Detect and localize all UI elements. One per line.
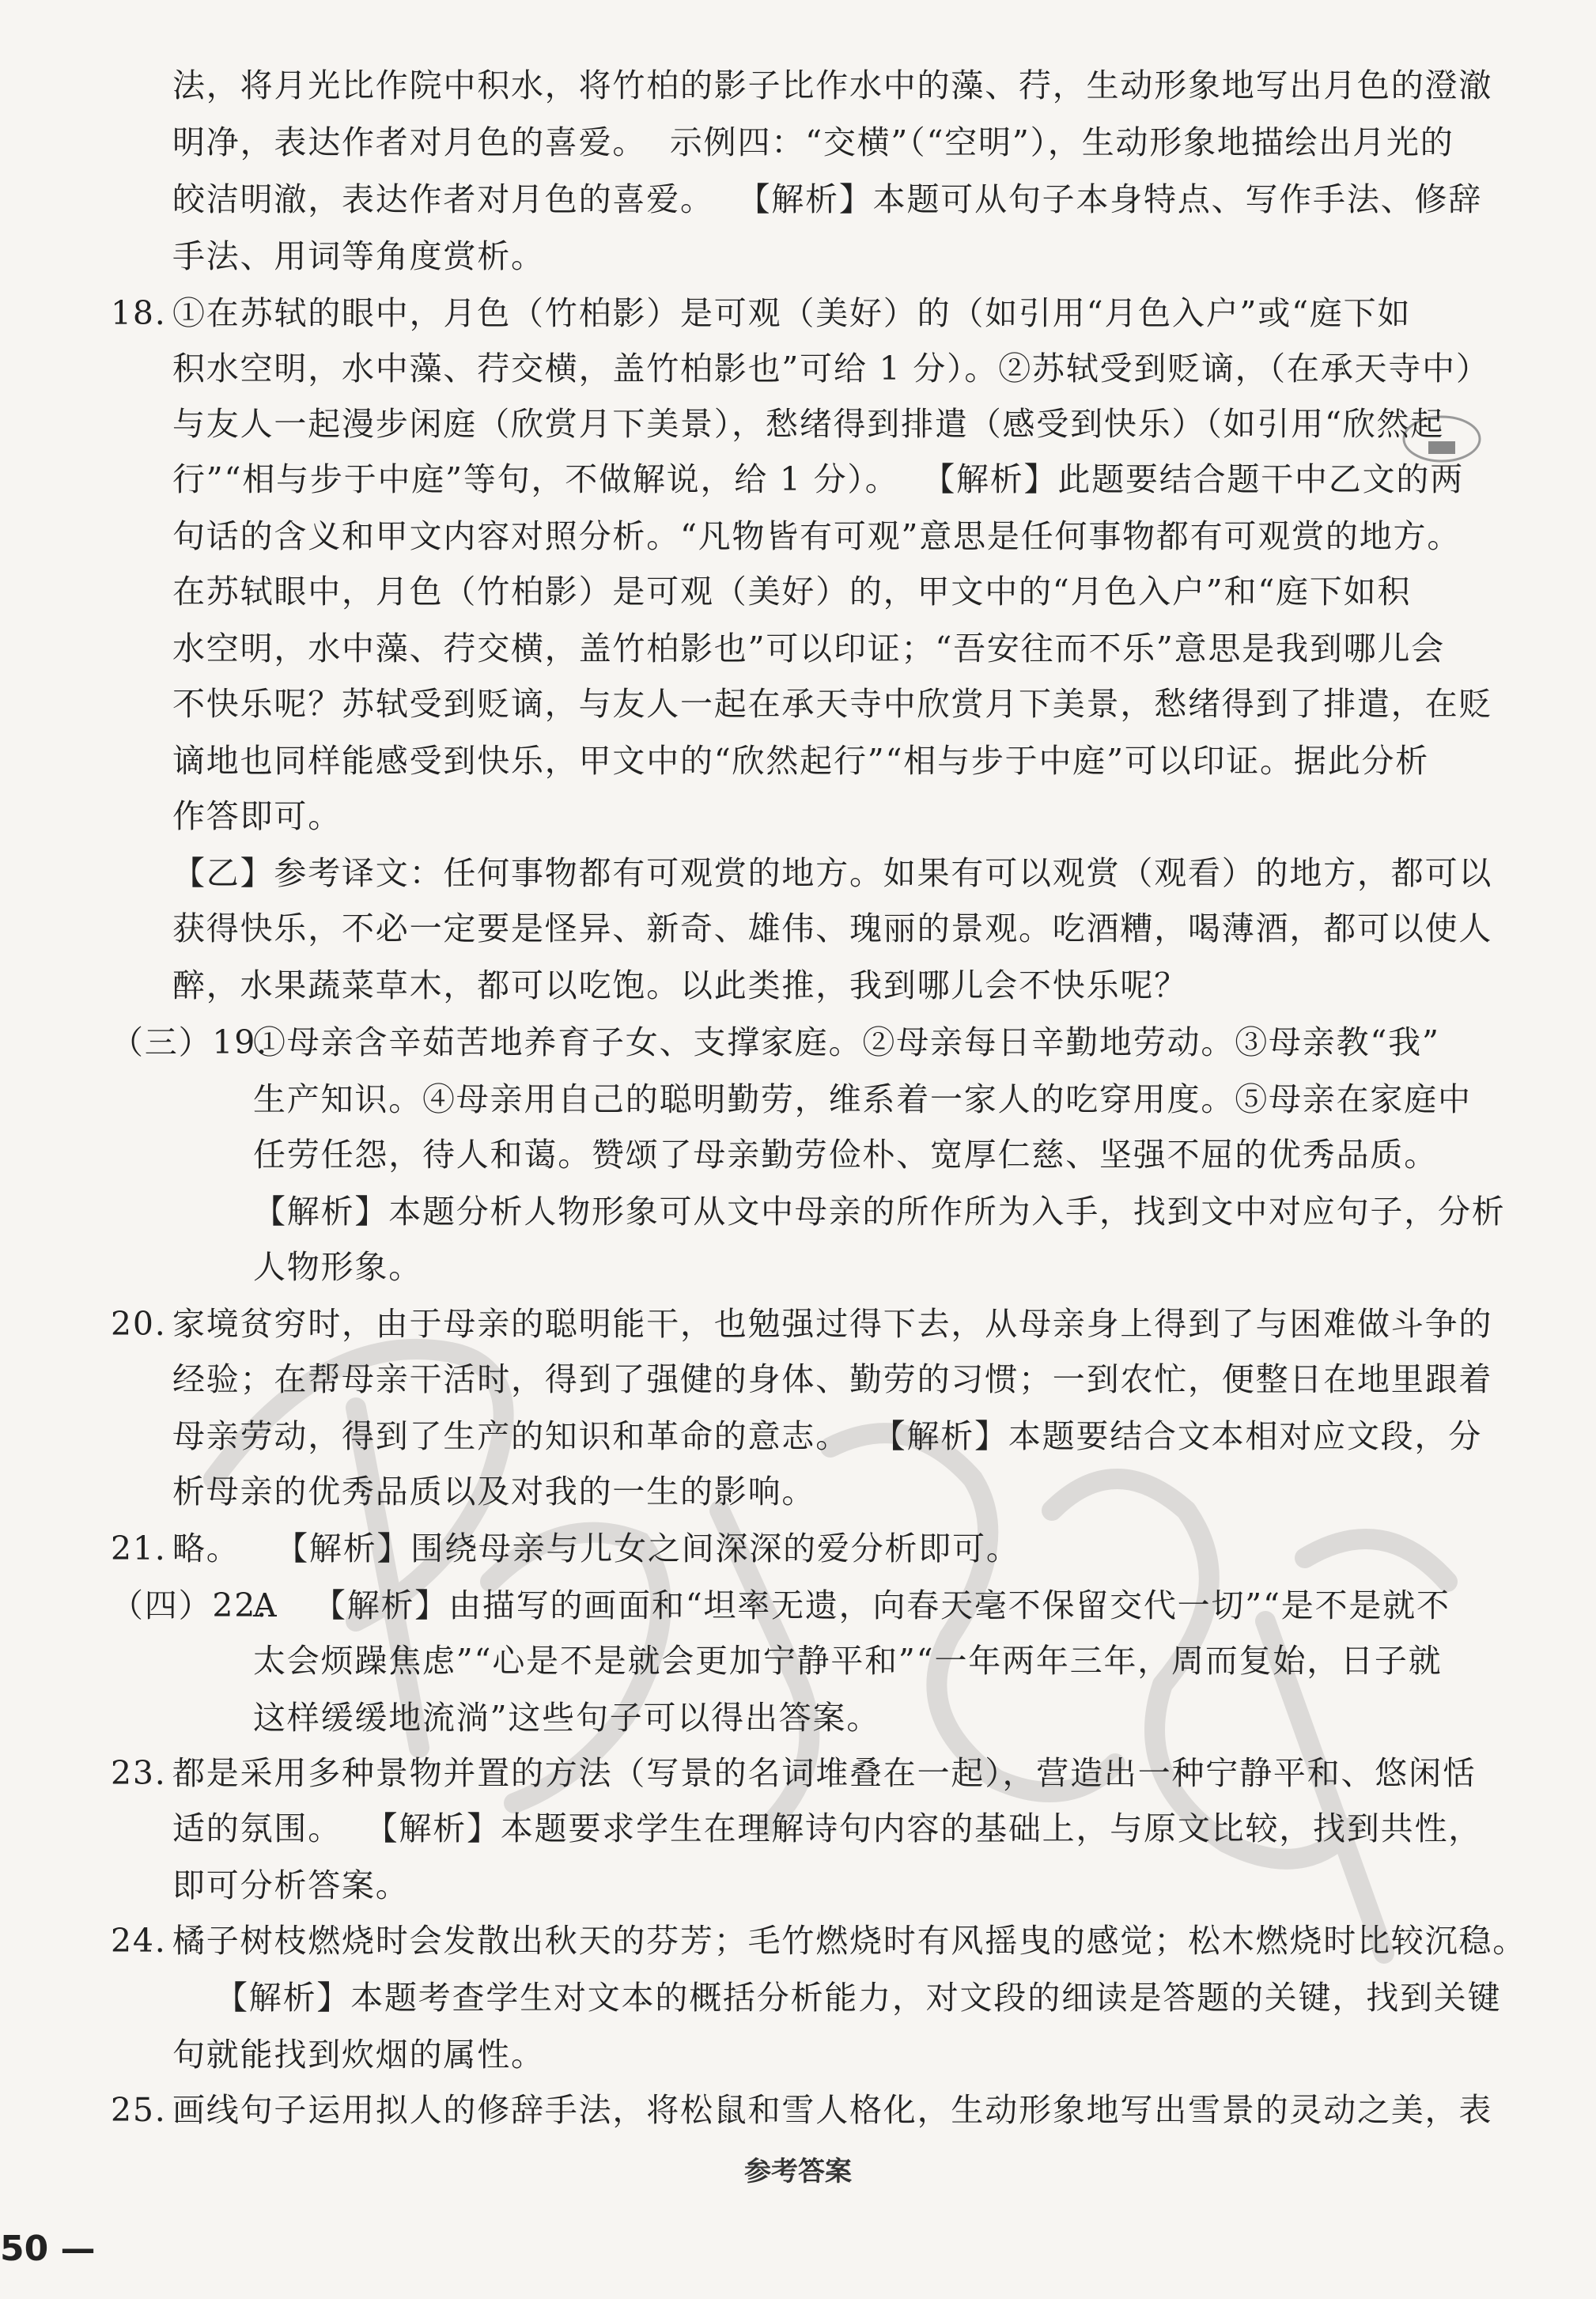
text-line: 经验；在帮母亲干活时，得到了强健的身体、勤劳的习惯；一到农忙，便整日在地里跟着	[172, 1360, 1493, 1398]
text-line: 析母亲的优秀品质以及对我的一生的影响。	[172, 1473, 816, 1511]
text-line: 句就能找到炊烟的属性。	[172, 2036, 545, 2074]
text-line: ①母亲含辛茹苦地养育子女、支撑家庭。②母亲每日辛勤地劳动。③母亲教“我”	[253, 1023, 1440, 1061]
text-line: 画线句子运用拟人的修辞手法，将松鼠和雪人格化，生动形象地写出雪景的灵动之美，表	[172, 2091, 1493, 2129]
text-line: 作答即可。	[172, 797, 342, 835]
text-line: 醉，水果蔬菜草木，都可以吃饱。以此类推，我到哪儿会不快乐呢？	[172, 966, 1188, 1004]
text-line: 谪地也同样能感受到快乐，甲文中的“欣然起行”“相与步于中庭”可以印证。据此分析	[172, 742, 1430, 780]
question-number: （四）22.	[111, 1586, 269, 1624]
question-number: 20.	[111, 1305, 167, 1343]
text-line: 生产知识。④母亲用自己的聪明勤劳，维系着一家人的吃穿用度。⑤母亲在家庭中	[253, 1080, 1472, 1118]
footer-title: 参考答案	[744, 2156, 852, 2187]
text-line: 家境贫穷时，由于母亲的聪明能干，也勉强过得下去，从母亲身上得到了与困难做斗争的	[172, 1305, 1493, 1343]
text-line: 略。 【解析】围绕母亲与儿女之间深深的爱分析即可。	[172, 1530, 1020, 1567]
text-line: 适的氛围。 【解析】本题要求学生在理解诗句内容的基础上，与原文比较，找到共性，	[172, 1809, 1483, 1847]
text-line: 任劳任怨，待人和蔼。赞颂了母亲勤劳俭朴、宽厚仁慈、坚强不屈的优秀品质。	[253, 1136, 1438, 1174]
text-line: 与友人一起漫步闲庭（欣赏月下美景），愁绪得到排遣（感受到快乐）（如引用“欣然起	[172, 405, 1445, 443]
question-number: 21.	[111, 1530, 167, 1567]
question-number: （三）19.	[111, 1023, 269, 1061]
text-line: 皎洁明澈，表达作者对月色的喜爱。 【解析】本题可从句子本身特点、写作手法、修辞	[172, 180, 1483, 218]
text-line: 不快乐呢？苏轼受到贬谪，与友人一起在承天寺中欣赏月下美景，愁绪得到了排遣，在贬	[172, 685, 1493, 723]
text-line: 【解析】本题分析人物形象可从文中母亲的所作所为入手，找到文中对应句子，分析	[253, 1193, 1506, 1231]
question-number: 24.	[111, 1922, 167, 1960]
text-line: 即可分析答案。	[172, 1866, 410, 1904]
text-line: 积水空明，水中藻、荇交横，盖竹柏影也”可给 1 分）。②苏轼受到贬谪，（在承天寺中）	[172, 350, 1490, 388]
text-line: ①在苏轼的眼中，月色（竹柏影）是可观（美好）的（如引用“月色入户”或“庭下如	[172, 294, 1412, 332]
question-number: 25.	[111, 2091, 167, 2129]
text-line: 【乙】参考译文：任何事物都有可观赏的地方。如果有可以观赏（观看）的地方，都可以	[172, 854, 1493, 892]
text-line: 这样缓缓地流淌”这些句子可以得出答案。	[253, 1699, 881, 1737]
question-number: 18.	[111, 294, 167, 332]
text-line: 水空明，水中藻、荇交横，盖竹柏影也”可以印证；“吾安往而不乐”意思是我到哪儿会	[172, 630, 1446, 667]
text-line: 明净，表达作者对月色的喜爱。 示例四：“交横”（“空明”），生动形象地描绘出月光的	[172, 123, 1454, 161]
text-line: 手法、用词等角度赏析。	[172, 237, 545, 275]
question-number: 23.	[111, 1754, 167, 1792]
text-line: 母亲劳动，得到了生产的知识和革命的意志。 【解析】本题要结合文本相对应文段，分	[172, 1417, 1483, 1455]
text-line: 在苏轼眼中，月色（竹柏影）是可观（美好）的，甲文中的“月色入户”和“庭下如积	[172, 573, 1412, 611]
text-line: 【解析】本题考查学生对文本的概括分析能力，对文段的细读是答题的关键，找到关键	[215, 1979, 1502, 2017]
text-line: A 【解析】由描写的画面和“坦率无遗，向春天毫不保留交代一切”“是不是就不	[253, 1586, 1450, 1624]
page-number: 50 —	[0, 2229, 96, 2269]
text-line: 获得快乐，不必一定要是怪异、新奇、雄伟、瑰丽的景观。吃酒糟，喝薄酒，都可以使人	[172, 909, 1493, 947]
text-line: 句话的含义和甲文内容对照分析。“凡物皆有可观”意思是任何事物都有可观赏的地方。	[172, 517, 1462, 555]
text-line: 都是采用多种景物并置的方法（写景的名词堆叠在一起），营造出一种宁静平和、悠闲恬	[172, 1754, 1477, 1792]
text-line: 行”“相与步于中庭”等句，不做解说，给 1 分）。 【解析】此题要结合题干中乙文的两	[172, 460, 1464, 498]
text-line: 橘子树枝燃烧时会发散出秋天的芬芳；毛竹燃烧时有风摇曳的感觉；松木燃烧时比较沉稳。	[172, 1922, 1526, 1960]
text-line: 太会烦躁焦虑”“心是不是就会更加宁静平和”“一年两年三年，周而复始，日子就	[253, 1642, 1443, 1680]
text-line: 法，将月光比作院中积水，将竹柏的影子比作水中的藻、荇，生动形象地写出月色的澄澈	[172, 66, 1493, 104]
text-line: 人物形象。	[253, 1248, 422, 1286]
